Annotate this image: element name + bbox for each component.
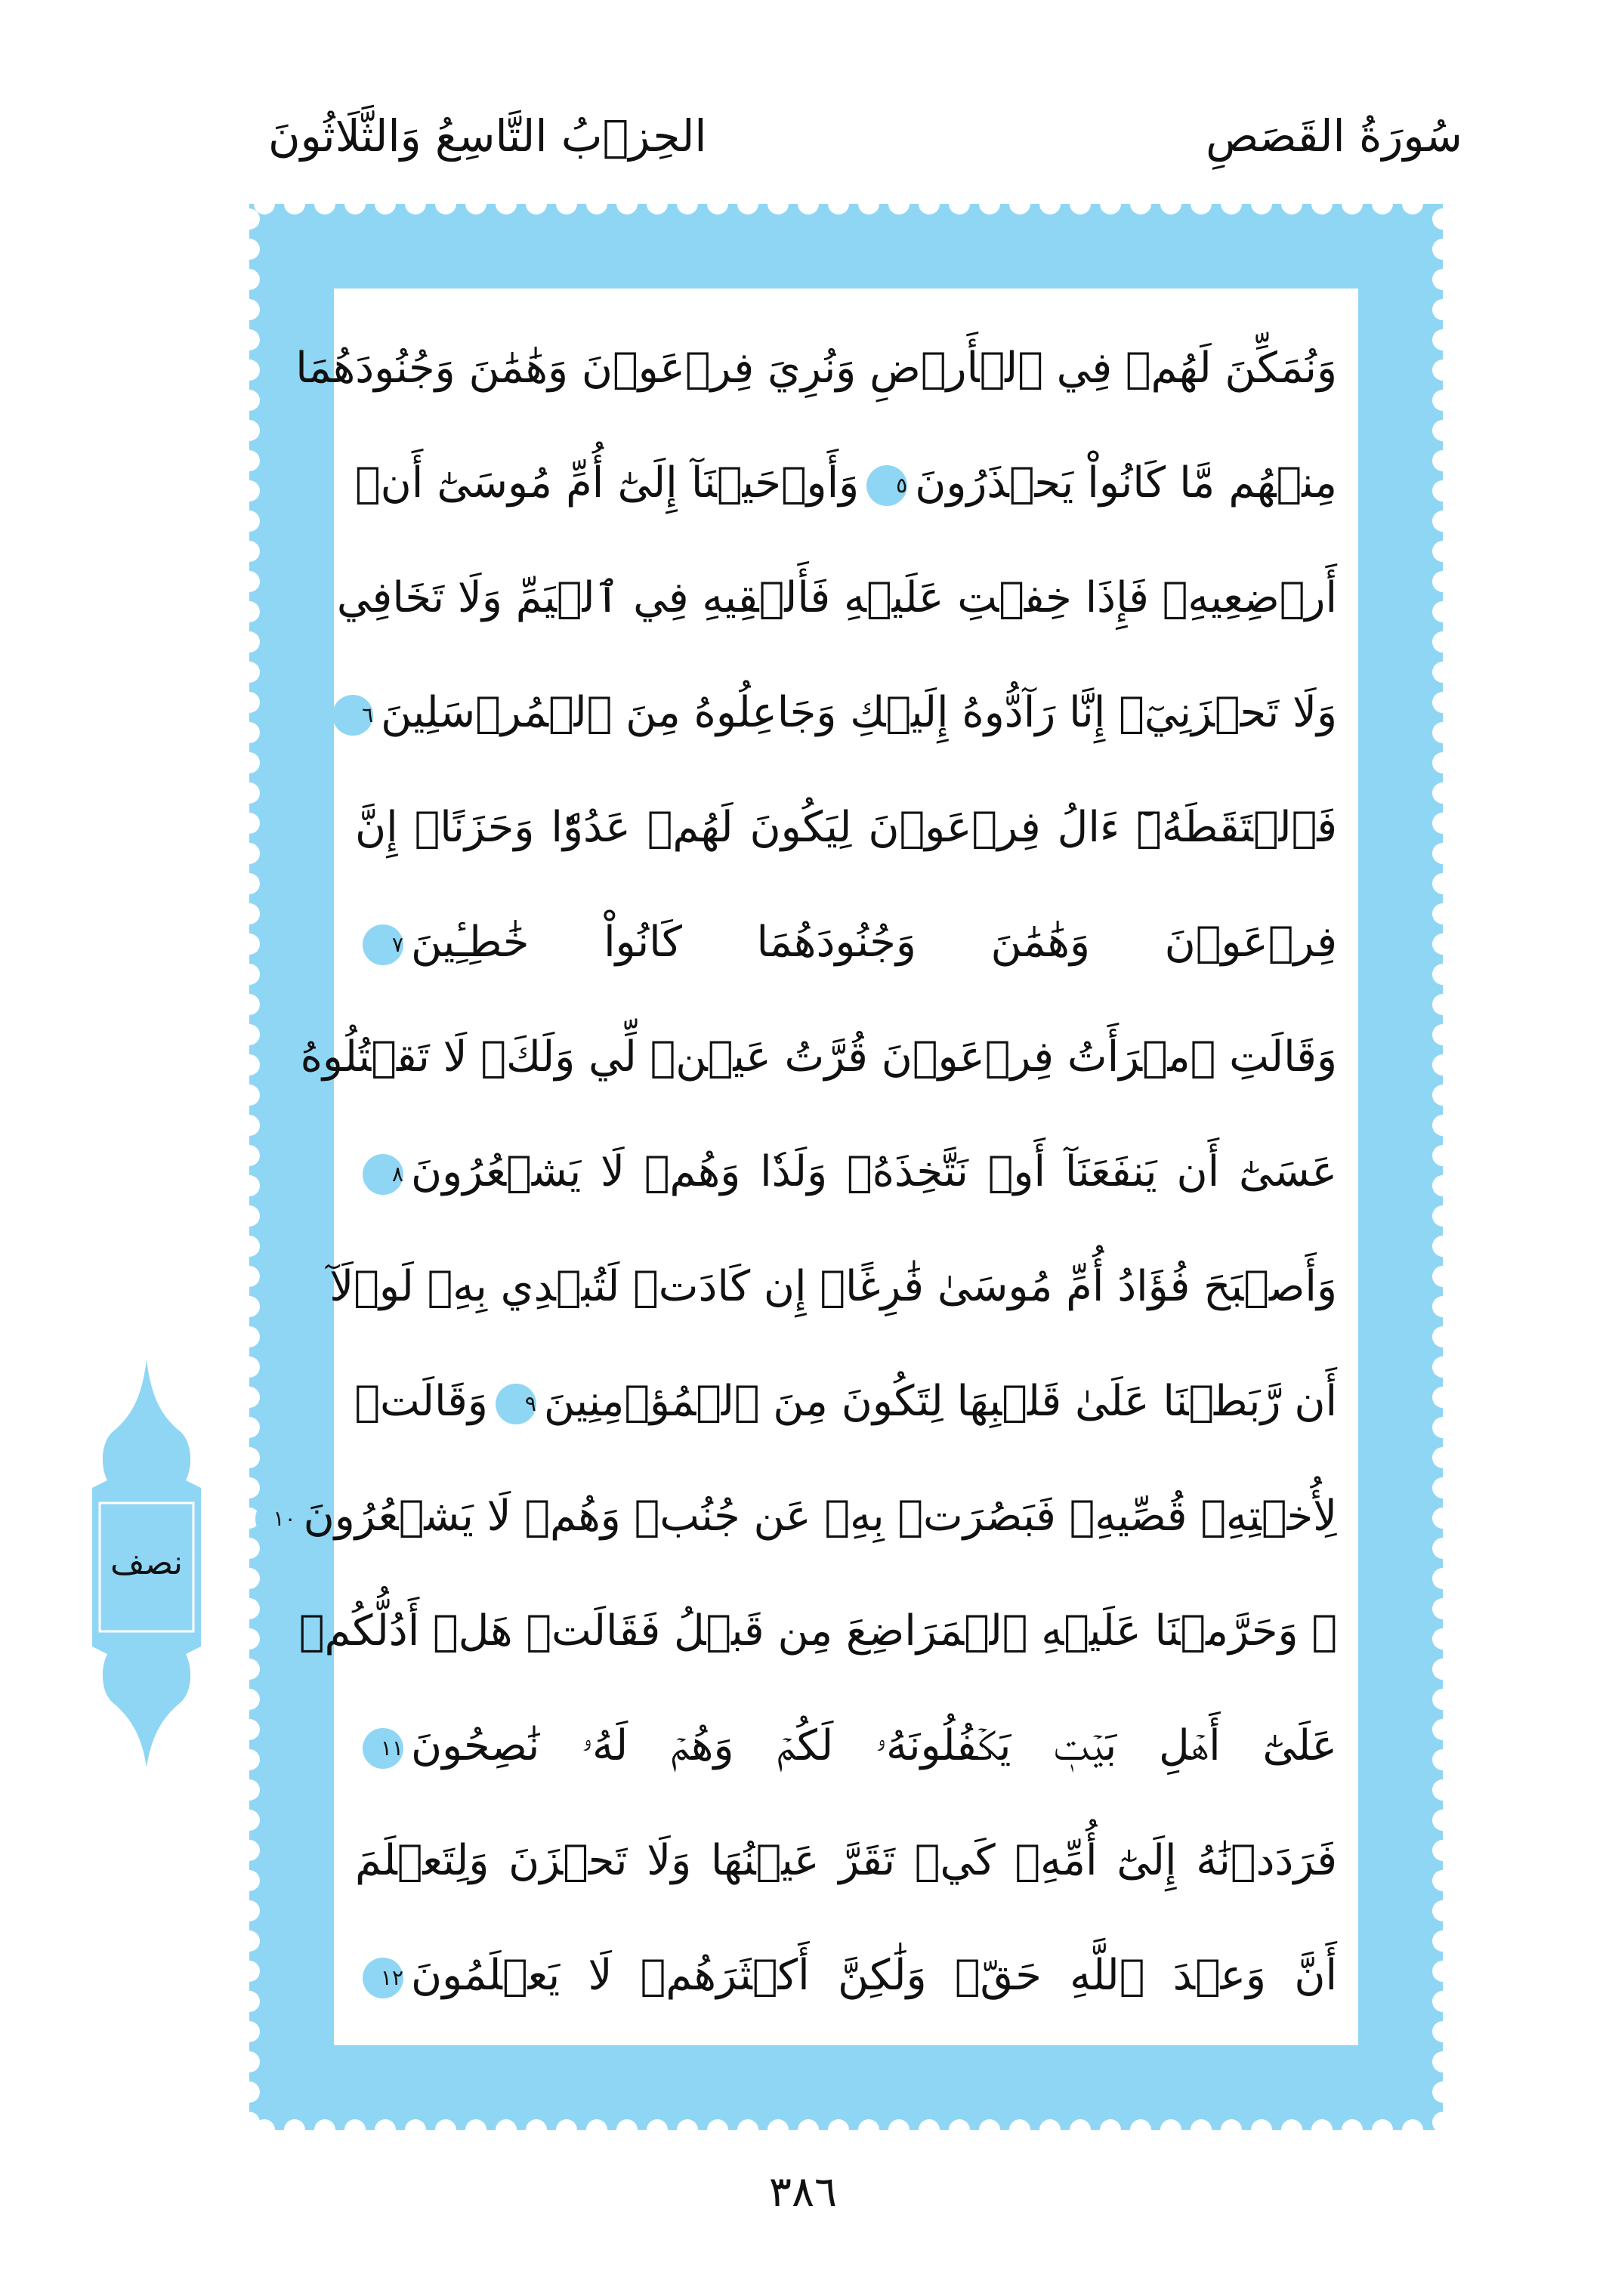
verse-text: وَأَوۡحَيۡنَآ إِلَىٰٓ أُمِّ مُوسَىٰٓ أَنۡ	[355, 458, 860, 508]
hizb-marker-label: نصف	[110, 1544, 183, 1582]
verse-line	[336, 541, 1337, 656]
verse-text: وَلَا تَحۡزَنِيٓۖ إِنَّا رَآدُّوهُ إِلَيۡكِ وَجَاعِلُوهُ مِنَ ٱلۡمُرۡسَلِينَ	[381, 688, 1337, 737]
verse-line	[355, 770, 1337, 885]
hizb-quarter-marker	[89, 1359, 204, 1767]
verse-line	[295, 311, 1337, 426]
verse-line	[355, 656, 1337, 770]
verse-text: أَنَّ وَعۡدَ ٱللَّهِ حَقّٞ وَلَٰكِنَّ أَكۡثَرَهُمۡ لَا يَعۡلَمُونَ	[411, 1951, 1337, 2000]
ayah-number-marker: ٨	[363, 1154, 403, 1195]
ayah-number-marker: ١٠	[255, 1498, 296, 1539]
hizb-name: الحِزۡبُ التَّاسِعُ وَالثَّلَاثُونَ	[268, 110, 707, 162]
ayah-number-marker: ٩	[496, 1384, 536, 1424]
verse-line	[355, 1344, 1337, 1459]
verse-line	[329, 1230, 1337, 1344]
verse-text: عَلَىٰٓ أَهۡلِ بَيۡتٖ يَكۡفُلُونَهُۥ لَكُمۡ وَهُمۡ لَهُۥ نَٰصِحُونَ	[411, 1721, 1337, 1770]
ayah-number-marker: ١٢	[363, 1958, 403, 1998]
verse-text-panel	[273, 289, 1358, 2045]
verse-line	[355, 885, 1337, 1000]
verse-line	[355, 1115, 1337, 1230]
verse-text: فَرَدَدۡنَٰهُ إِلَىٰٓ أُمِّهِۦ كَيۡ تَقَرَّ عَيۡنُهَا وَلَا تَحۡزَنَ وَلِتَعۡلَمَ	[355, 1836, 1337, 1885]
verse-line	[298, 1574, 1337, 1689]
verse-text: وَنُمَكِّنَ لَهُمۡ فِي ٱلۡأَرۡضِ وَنُرِيَ فِرۡعَوۡنَ وَهَٰمَٰنَ وَجُنُودَهُمَا	[295, 344, 1337, 393]
verse-text: فَٱلۡتَقَطَهُۥٓ ءَالُ فِرۡعَوۡنَ لِيَكُونَ لَهُمۡ عَدُوّٗا وَحَزَنًاۗ إِنَّ	[355, 803, 1337, 852]
ayah-number-marker: ١١	[363, 1728, 403, 1769]
verse-text: أَن رَّبَطۡنَا عَلَىٰ قَلۡبِهَا لِتَكُونَ مِنَ ٱلۡمُؤۡمِنِينَ	[543, 1377, 1337, 1426]
verse-text: أَرۡضِعِيهِۖ فَإِذَا خِفۡتِ عَلَيۡهِ فَأَلۡقِيهِ فِي ٱلۡيَمِّ وَلَا تَخَافِي	[336, 573, 1337, 622]
ayah-number-marker: ٦	[332, 695, 373, 736]
verse-text: فِرۡعَوۡنَ وَهَٰمَٰنَ وَجُنُودَهُمَا كَانُواْ خَٰطِـِٔينَ	[411, 918, 1337, 967]
verse-text: وَقَالَتۡ	[354, 1377, 488, 1426]
ayah-number-marker: ٥	[866, 465, 907, 506]
verse-line	[355, 1804, 1337, 1918]
verse-line	[273, 1459, 1337, 1574]
page-number: ٣٨٦	[768, 2168, 838, 2217]
verse-text: ۞ وَحَرَّمۡنَا عَلَيۡهِ ٱلۡمَرَاضِعَ مِن قَبۡلُ فَقَالَتۡ هَلۡ أَدُلُّكُمۡ	[298, 1606, 1337, 1656]
verse-line	[355, 1689, 1337, 1804]
ayah-number-marker: ٧	[363, 924, 403, 965]
verse-text: لِأُخۡتِهِۦ قُصِّيهِۖ فَبَصُرَتۡ بِهِۦ عَن جُنُبٖ وَهُمۡ لَا يَشۡعُرُونَ	[303, 1492, 1337, 1541]
verse-text: عَسَىٰٓ أَن يَنفَعَنَآ أَوۡ نَتَّخِذَهُۥ وَلَدٗا وَهُمۡ لَا يَشۡعُرُونَ	[411, 1147, 1337, 1196]
verse-line	[355, 1918, 1337, 2033]
verse-line	[300, 1000, 1337, 1115]
verse-text: وَقَالَتِ ٱمۡرَأَتُ فِرۡعَوۡنَ قُرَّتُ عَيۡنٖ لِّي وَلَكَۖ لَا تَقۡتُلُوهُ	[300, 1032, 1337, 1082]
verse-text: مِنۡهُم مَّا كَانُواْ يَحۡذَرُونَ	[915, 458, 1338, 508]
verse-text: وَأَصۡبَحَ فُؤَادُ أُمِّ مُوسَىٰ فَٰرِغًاۖ إِن كَادَتۡ لَتُبۡدِي بِهِۦ لَوۡلَآ	[329, 1262, 1337, 1311]
surah-name: سُورَةُ القَصَصِ	[1206, 110, 1462, 162]
verse-line	[355, 426, 1337, 541]
page-frame	[249, 204, 1443, 2130]
